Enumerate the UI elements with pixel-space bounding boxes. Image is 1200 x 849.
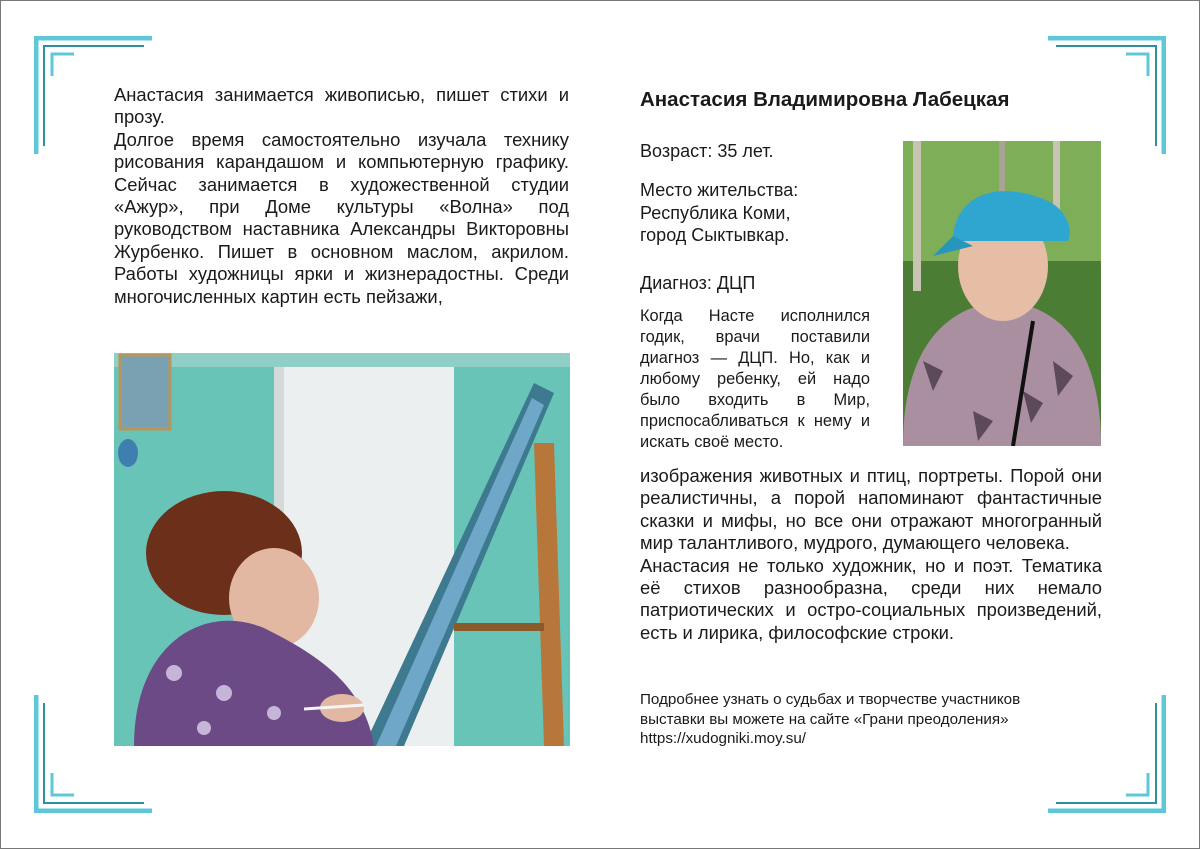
residence-city: город Сыктывкар.	[640, 225, 790, 245]
footnote	[640, 690, 1110, 749]
corner-ornament-top-right	[1046, 36, 1166, 156]
residence-region: Республика Коми,	[640, 202, 791, 223]
person-name: Анастасия Владимировна Лабецкая	[640, 88, 1010, 111]
artist-painting-photo	[114, 353, 570, 746]
portrait-photo	[903, 141, 1101, 446]
biography-paragraph: Долгое время самостоятельно изучала технику рисования карандашом и компьютерную графику. Сейчас занимается в художественной студии «Ажур», при Доме культуры «Волна» под руководством наставника Александры Викторовны Журбенко. Пишет в основном маслом, акрилом. Работы художницы ярки и жизнерадостны. Среди многочисленных картин есть пейзажи,	[114, 128, 569, 307]
intro-paragraph: Анастасия занимается живописью, пишет стихи и прозу.	[114, 84, 569, 128]
continuation-paragraph-1: изображения животных и птиц, портреты. Порой они реалистичны, а порой напоминают фантастичные сказки и мифы, но все они отражают многогранный мир талантливого, мудрого, думающего человека.	[640, 465, 1102, 554]
continuation-text	[640, 465, 1102, 644]
footnote-line-2: выставки вы можете на сайте «Грани преодоления»	[640, 710, 1009, 728]
website-link[interactable]: https://xudogniki.moy.su/	[640, 730, 807, 748]
story-paragraph: Когда Насте исполнился годик, врачи поставили диагноз — ДЦП. Но, как и любому ребенку, ей надо было входить в Мир, приспосабливаться к нему и искать своё место.	[640, 307, 870, 451]
residence-label: Место жительства:	[640, 180, 799, 200]
footnote-line-1: Подробнее узнать о судьбах и творчестве участников	[640, 691, 1021, 708]
residence-block	[640, 179, 798, 247]
continuation-paragraph-2: Анастасия не только художник, но и поэт. Тематика её стихов разнообразна, среди них немало патриотических и остро-социальных произведений, есть и лирика, философские строки.	[640, 554, 1102, 643]
diagnosis-text: Диагноз: ДЦП	[640, 273, 756, 293]
age-text: Возраст: 35 лет.	[640, 141, 774, 161]
left-column-text	[114, 84, 569, 308]
